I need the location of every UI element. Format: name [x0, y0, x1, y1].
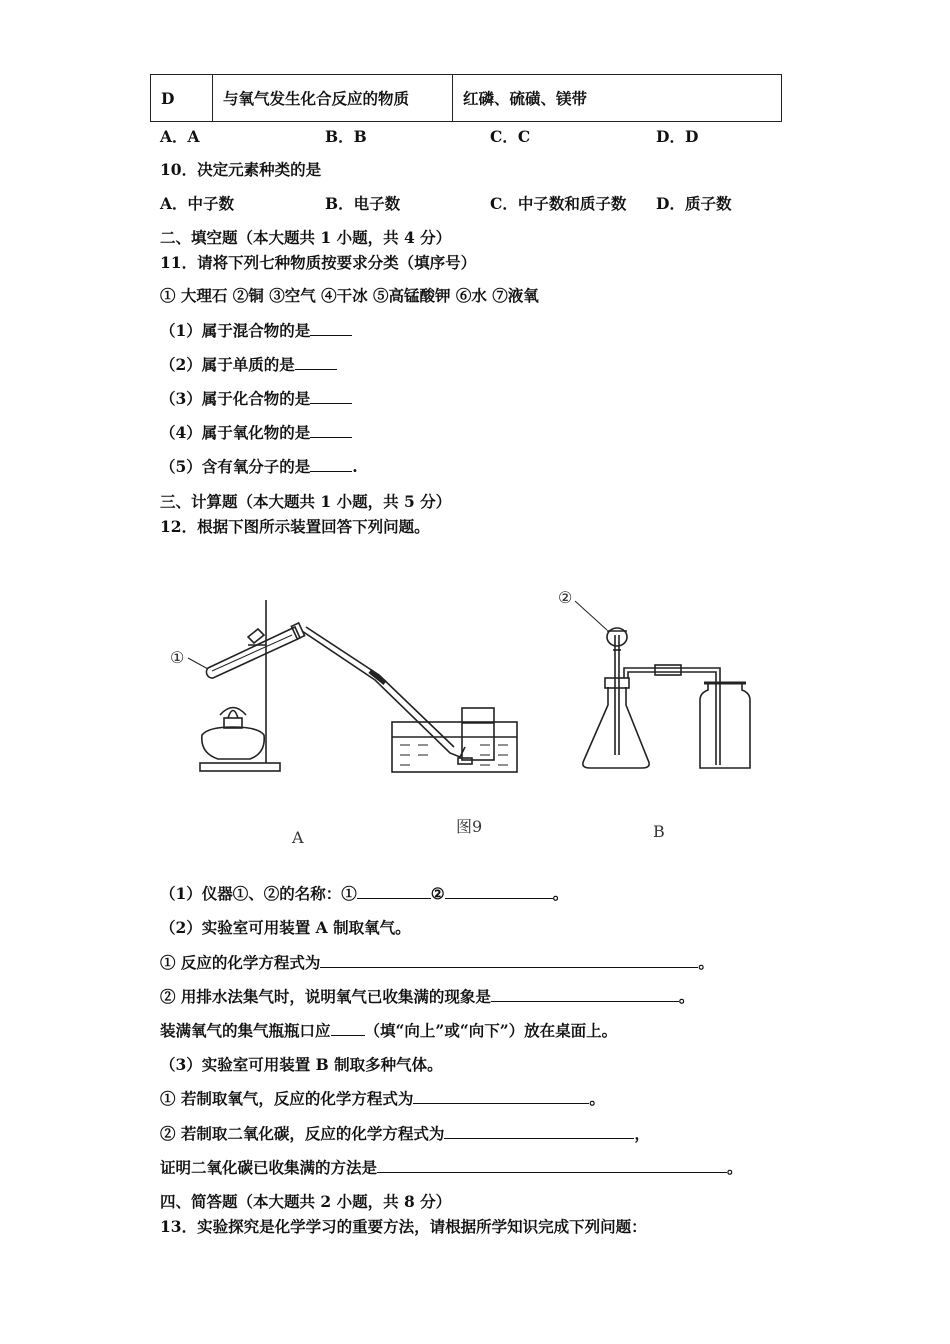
question-stem: 10．决定元素种类的是 [160, 160, 322, 179]
option-a: A．A [160, 127, 200, 146]
stand-base [200, 763, 280, 771]
answer-blank[interactable] [295, 355, 337, 370]
marker-1: ① [170, 648, 185, 667]
conical-flask [583, 687, 649, 768]
sub-question: 装满氧气的集气瓶瓶口应 （填“向上”或“向下”）放在桌面上。 [160, 1021, 618, 1040]
table-cell: 红磷、硫磺、镁带 [463, 89, 588, 108]
answer-blank[interactable] [445, 884, 553, 899]
sub-question: （3）实验室可用装置 B 制取多种气体。 [160, 1055, 443, 1074]
sub-question: ② 若制取二氧化碳，反应的化学方程式为 ， [160, 1124, 650, 1143]
answer-blank[interactable] [413, 1089, 589, 1104]
answer-blank[interactable] [491, 987, 679, 1002]
section-heading: 四、简答题（本大题共 2 小题，共 8 分） [160, 1192, 452, 1211]
answer-blank[interactable] [310, 321, 352, 336]
answer-blank[interactable] [357, 884, 431, 899]
sub-question: （1）属于混合物的是 [160, 321, 352, 341]
section-heading: 三、计算题（本大题共 1 小题，共 5 分） [160, 492, 452, 511]
option-c: C．C [490, 127, 531, 146]
sub-question: （3）属于化合物的是 [160, 389, 352, 409]
sub-question: （5）含有氧分子的是 . [160, 457, 358, 476]
option-c: C．中子数和质子数 [490, 194, 627, 213]
option-d: D．质子数 [656, 194, 732, 213]
table-row [150, 74, 782, 122]
option-d: D．D [656, 127, 699, 146]
gas-jar [462, 708, 494, 760]
question-stem: 13．实验探究是化学学习的重要方法，请根据所学知识完成下列问题： [160, 1217, 647, 1236]
sub-question: ① 反应的化学方程式为 。 [160, 953, 714, 972]
answer-blank[interactable] [331, 1021, 365, 1036]
question-stem: 12．根据下图所示装置回答下列问题。 [160, 517, 430, 536]
marker-2: ② [558, 588, 573, 607]
sub-question: （2）属于单质的是 [160, 355, 337, 375]
answer-blank[interactable] [377, 1158, 727, 1173]
apparatus-figure [160, 575, 780, 855]
substance-list: ① 大理石 ②铜 ③空气 ④干冰 ⑤高锰酸钾 ⑥水 ⑦液氧 [160, 286, 539, 305]
figure-caption: 图9 [456, 817, 483, 836]
answer-blank[interactable] [320, 953, 698, 968]
answer-blank[interactable] [444, 1124, 634, 1139]
sub-question: 证明二氧化碳已收集满的方法是 。 [160, 1158, 743, 1177]
section-heading: 二、填空题（本大题共 1 小题，共 4 分） [160, 228, 452, 247]
option-b: B．B [325, 127, 367, 146]
delivery-tube [302, 631, 465, 757]
label-b: B [653, 822, 665, 841]
sub-question: （2）实验室可用装置 A 制取氧气。 [160, 918, 411, 937]
sub-question: ① 若制取氧气，反应的化学方程式为 。 [160, 1089, 605, 1108]
sub-question: （1）仪器①、②的名称：① ② 。 [160, 884, 569, 903]
sub-question: ② 用排水法集气时，说明氧气已收集满的现象是 。 [160, 987, 695, 1006]
sub-question: （4）属于氧化物的是 [160, 423, 352, 443]
table-cell: D [151, 75, 213, 121]
gas-bottle [700, 683, 750, 768]
option-a: A．中子数 [160, 194, 235, 213]
answer-blank[interactable] [310, 457, 352, 472]
label-a: A [292, 828, 304, 847]
table-cell: 与氧气发生化合反应的物质 [213, 75, 453, 121]
answer-blank[interactable] [310, 389, 352, 404]
alcohol-lamp [202, 727, 264, 759]
question-stem: 11．请将下列七种物质按要求分类（填序号） [160, 253, 477, 272]
option-b: B．电子数 [325, 194, 401, 213]
answer-blank[interactable] [310, 423, 352, 438]
